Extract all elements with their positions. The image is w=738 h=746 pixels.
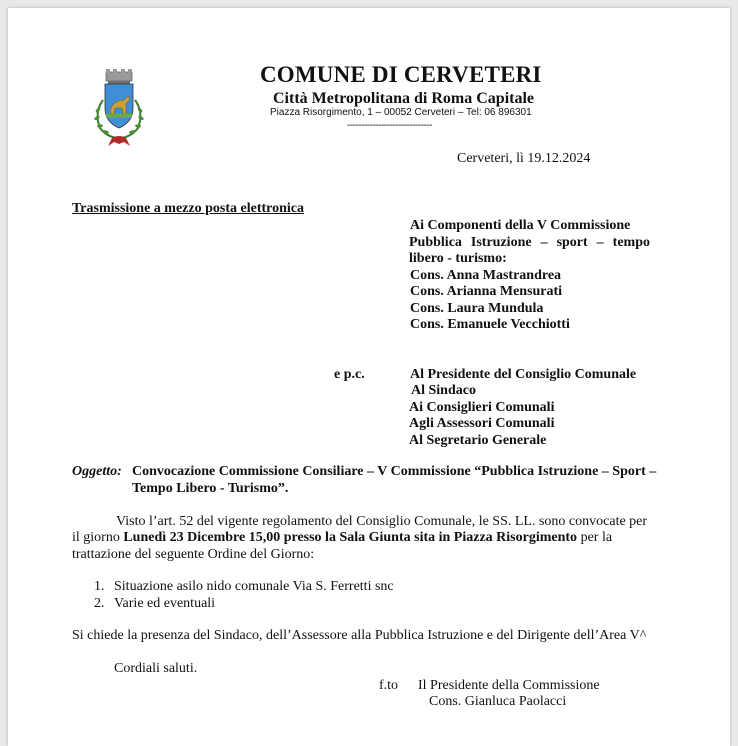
body-text: per la bbox=[577, 530, 613, 545]
recipient-line: Pubblica Istruzione – sport – tempo bbox=[409, 235, 650, 250]
subject-line: Convocazione Commissione Consiliare – V Commissione “Pubblica Istruzione – Sport – bbox=[132, 464, 657, 479]
recipient-line: Ai Componenti della V Commissione bbox=[410, 218, 631, 233]
cc-label: e p.c. bbox=[334, 367, 365, 382]
recipient-line: Cons. Laura Mundula bbox=[410, 301, 544, 316]
letter-page bbox=[8, 8, 730, 746]
body-text: il giorno bbox=[72, 530, 124, 545]
subject-line: Tempo Libero - Turismo”. bbox=[132, 481, 289, 496]
recipient-line: Cons. Anna Mastrandrea bbox=[410, 268, 562, 283]
signature-prefix: f.to bbox=[379, 678, 399, 693]
coat-of-arms-emblem bbox=[86, 66, 152, 152]
cc-line: Agli Assessori Comunali bbox=[409, 416, 555, 431]
meeting-details: Lunedì 23 Dicembre 15,00 presso la Sala Giunta sita in Piazza Risorgimento bbox=[123, 530, 578, 545]
body-line: Visto l’art. 52 del vigente regolamento del Consiglio Comunale, le SS. LL. sono convocate per bbox=[116, 514, 648, 529]
request-line: Si chiede la presenza del Sindaco, dell’Assessore alla Pubblica Istruzione e del Dirigente dell’Area V^ bbox=[72, 628, 647, 643]
subject-label: Oggetto: bbox=[72, 464, 122, 479]
date-line: Cerveteri, lì 19.12.2024 bbox=[457, 151, 591, 166]
recipient-line: Cons. Emanuele Vecchiotti bbox=[410, 317, 570, 332]
transmission-heading: Trasmissione a mezzo posta elettronica bbox=[72, 201, 304, 216]
page-subtitle: Città Metropolitana di Roma Capitale bbox=[273, 90, 535, 107]
agenda-item: Situazione asilo nido comunale Via S. Ferretti snc bbox=[114, 579, 394, 594]
header-address: Piazza Risorgimento, 1 – 00052 Cerveteri – Tel: 06 896301 bbox=[270, 107, 532, 118]
recipient-line: libero - turismo: bbox=[409, 251, 507, 266]
closing-line: Cordiali saluti. bbox=[114, 661, 198, 676]
cc-line: Al Presidente del Consiglio Comunale bbox=[410, 367, 637, 382]
signature-name: Cons. Gianluca Paolacci bbox=[429, 694, 567, 709]
agenda-item: Varie ed eventuali bbox=[114, 596, 216, 611]
agenda-number: 2. bbox=[94, 596, 105, 611]
cc-line: Ai Consiglieri Comunali bbox=[409, 400, 555, 415]
body-line bbox=[72, 530, 612, 546]
cc-line: Al Segretario Generale bbox=[409, 433, 547, 448]
page-title: COMUNE DI CERVETERI bbox=[260, 62, 542, 87]
cc-line: Al Sindaco bbox=[411, 383, 476, 398]
agenda-number: 1. bbox=[94, 579, 105, 594]
signature-role: Il Presidente della Commissione bbox=[418, 678, 600, 693]
header-rule: ------------------------------ bbox=[347, 120, 432, 131]
body-line: trattazione del seguente Ordine del Giorno: bbox=[72, 547, 315, 562]
recipient-line: Cons. Arianna Mensurati bbox=[410, 284, 563, 299]
